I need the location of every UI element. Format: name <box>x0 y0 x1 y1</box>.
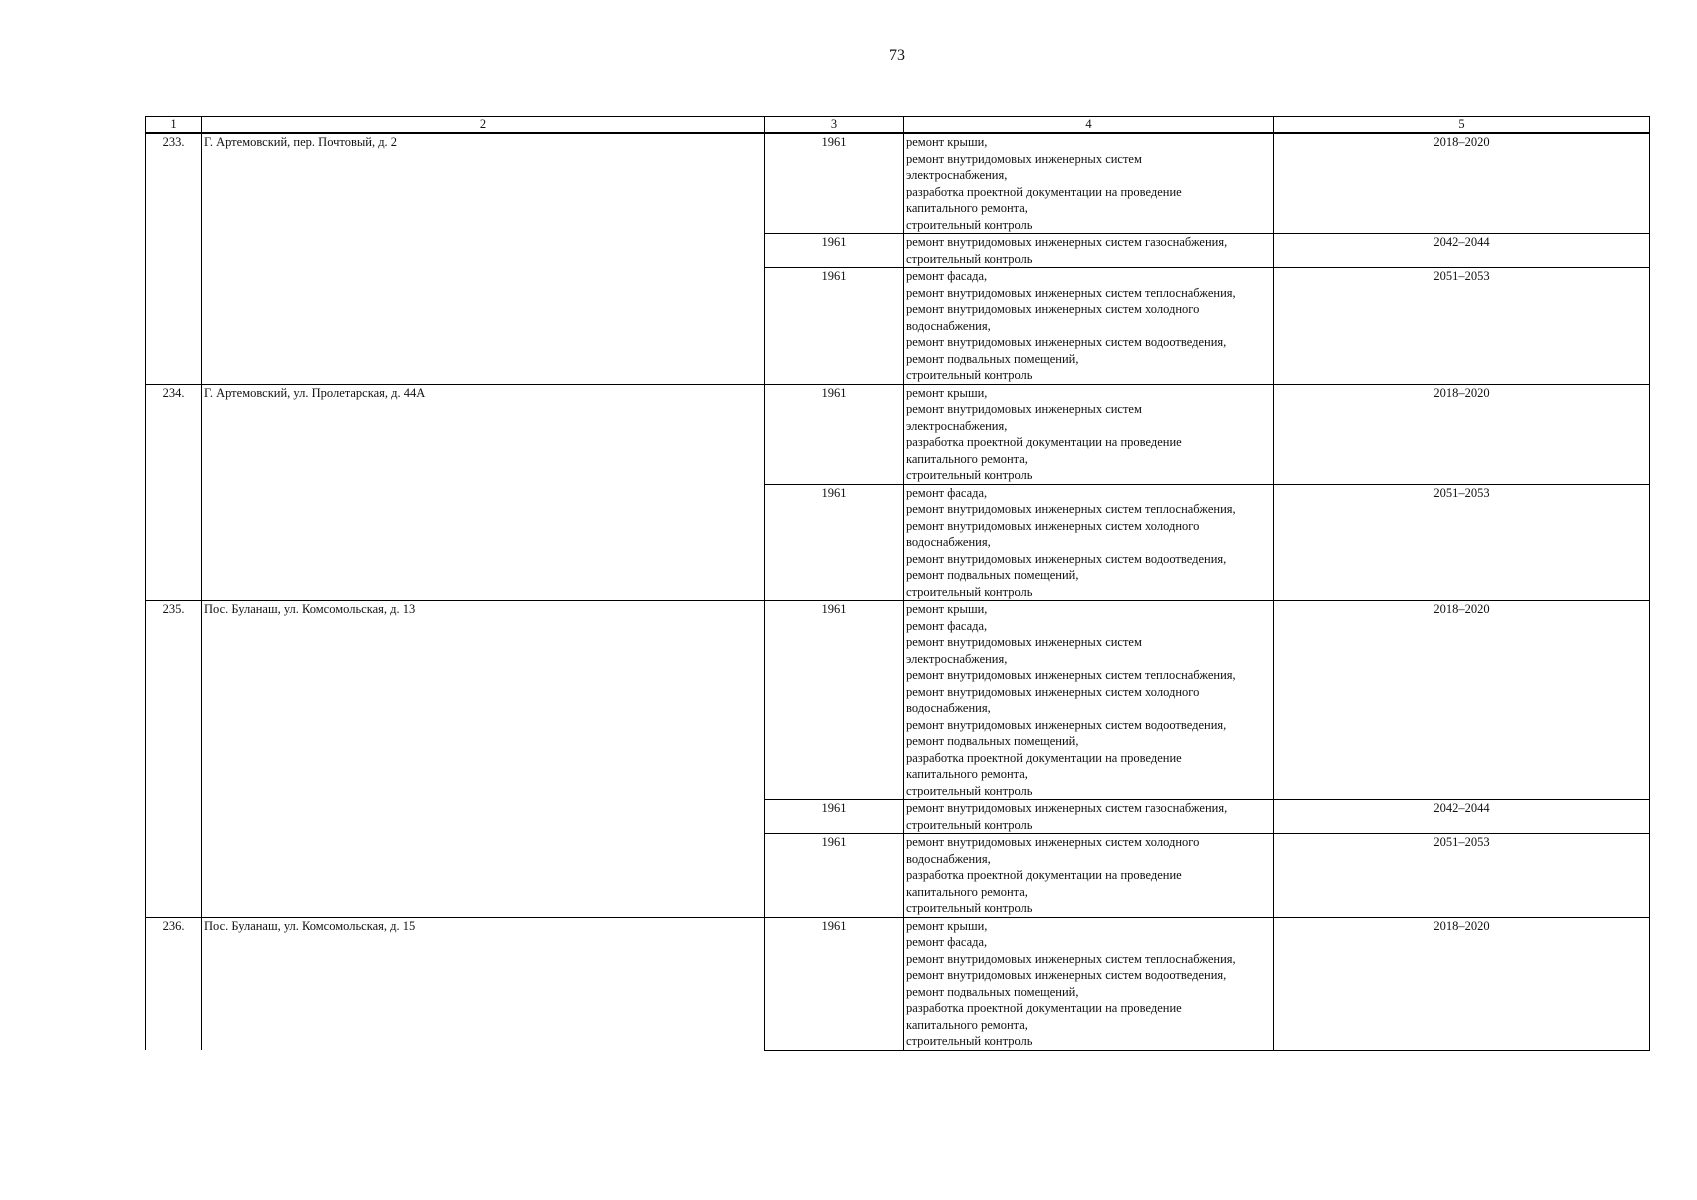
repair-work-line: строительный контроль <box>906 368 1033 382</box>
repair-work-line: электроснабжения, <box>906 651 1008 666</box>
column-number: 3 <box>765 117 904 134</box>
repair-work-line: капитального ремонта, <box>906 201 1028 215</box>
repair-work-line: водоснабжения, <box>906 851 991 866</box>
repair-work-line: разработка проектной документации на проведение <box>906 184 1182 199</box>
repair-work-line: ремонт крыши, <box>906 602 988 616</box>
planned-period-cell: 2018–2020 <box>1274 917 1650 1050</box>
address-cell: Г. Артемовский, пер. Почтовый, д. 2 <box>202 133 765 384</box>
repair-work-line: строительный контроль <box>906 783 1033 798</box>
repair-work-line: ремонт внутридомовых инженерных систем газоснабжения, <box>906 235 1228 249</box>
repair-work-line: ремонт подвальных помещений, <box>906 984 1079 999</box>
record-number: 235. <box>146 601 202 918</box>
repair-work-line: строительный контроль <box>906 251 1033 266</box>
construction-year-cell: 1961 <box>765 601 904 800</box>
repair-work-line: ремонт внутридомовых инженерных систем теплоснабжения, <box>906 285 1236 300</box>
repair-work-line: ремонт внутридомовых инженерных систем теплоснабжения, <box>906 668 1236 682</box>
repair-work-line: ремонт внутридомовых инженерных систем газоснабжения, <box>906 801 1228 815</box>
planned-period-cell: 2042–2044 <box>1274 800 1650 834</box>
table-row <box>146 917 1650 1050</box>
repair-work-line: ремонт внутридомовых инженерных систем <box>906 402 1142 416</box>
repair-works-cell <box>904 234 1274 268</box>
repair-works-cell <box>904 601 1274 800</box>
repair-work-line: капитального ремонта, <box>906 451 1028 466</box>
repair-work-line: водоснабжения, <box>906 535 991 549</box>
repair-work-line: строительный контроль <box>906 584 1033 599</box>
repair-work-line: капитального ремонта, <box>906 767 1028 781</box>
column-number: 5 <box>1274 117 1650 134</box>
table-row <box>146 384 1650 484</box>
column-number: 4 <box>904 117 1274 134</box>
repair-works-cell <box>904 800 1274 834</box>
repair-work-line: ремонт крыши, <box>906 918 988 933</box>
repair-works-cell <box>904 384 1274 484</box>
repair-work-line: ремонт подвальных помещений, <box>906 734 1079 748</box>
repair-work-line: ремонт внутридомовых инженерных систем теплоснабжения, <box>906 951 1236 966</box>
construction-year-cell: 1961 <box>765 834 904 918</box>
column-number-row <box>146 117 1650 134</box>
repair-work-line: ремонт внутридомовых инженерных систем водоотведения, <box>906 968 1227 982</box>
repair-work-line: разработка проектной документации на проведение <box>906 868 1182 882</box>
planned-period-cell: 2018–2020 <box>1274 133 1650 234</box>
construction-year-cell: 1961 <box>765 234 904 268</box>
planned-period-cell: 2051–2053 <box>1274 268 1650 385</box>
repair-work-line: ремонт внутридомовых инженерных систем теплоснабжения, <box>906 502 1236 516</box>
table-row <box>146 133 1650 234</box>
address-cell: Пос. Буланаш, ул. Комсомольская, д. 13 <box>202 601 765 918</box>
planned-period-cell: 2018–2020 <box>1274 601 1650 800</box>
repair-work-line: ремонт внутридомовых инженерных систем <box>906 151 1142 166</box>
record-number: 234. <box>146 384 202 601</box>
construction-year-cell: 1961 <box>765 917 904 1050</box>
construction-year-cell: 1961 <box>765 133 904 234</box>
planned-period-cell: 2051–2053 <box>1274 484 1650 601</box>
planned-period-cell: 2018–2020 <box>1274 384 1650 484</box>
construction-year-cell: 1961 <box>765 800 904 834</box>
repair-work-line: ремонт фасада, <box>906 269 988 283</box>
repair-work-line: строительный контроль <box>906 901 1033 915</box>
repair-work-line: строительный контроль <box>906 217 1033 232</box>
repair-work-line: электроснабжения, <box>906 418 1008 433</box>
repair-work-line: ремонт внутридомовых инженерных систем водоотведения, <box>906 335 1227 349</box>
repair-work-line: строительный контроль <box>906 468 1033 482</box>
repair-work-line: ремонт фасада, <box>906 935 988 949</box>
record-number: 233. <box>146 133 202 384</box>
repair-work-line: ремонт внутридомовых инженерных систем холодного <box>906 302 1200 316</box>
repair-works-cell <box>904 133 1274 234</box>
repair-work-line: ремонт подвальных помещений, <box>906 351 1079 366</box>
table-row <box>146 601 1650 800</box>
repair-work-line: ремонт крыши, <box>906 385 988 400</box>
repair-work-line: строительный контроль <box>906 1034 1033 1048</box>
repair-work-line: капитального ремонта, <box>906 884 1028 899</box>
record-number: 236. <box>146 917 202 1050</box>
repair-work-line: строительный контроль <box>906 817 1033 832</box>
repair-work-line: разработка проектной документации на проведение <box>906 435 1182 449</box>
repair-work-line: ремонт фасада, <box>906 618 988 633</box>
repair-work-line: ремонт внутридомовых инженерных систем <box>906 635 1142 649</box>
repair-works-cell <box>904 834 1274 918</box>
repair-work-line: ремонт внутридомовых инженерных систем водоотведения, <box>906 717 1227 732</box>
repair-work-line: капитального ремонта, <box>906 1017 1028 1032</box>
page-number: 73 <box>889 47 905 64</box>
address-cell: Г. Артемовский, ул. Пролетарская, д. 44А <box>202 384 765 601</box>
repair-works-cell <box>904 917 1274 1050</box>
construction-year-cell: 1961 <box>765 268 904 385</box>
repair-work-line: водоснабжения, <box>906 701 991 715</box>
repair-work-line: электроснабжения, <box>906 168 1008 182</box>
repair-work-line: ремонт внутридомовых инженерных систем водоотведения, <box>906 551 1227 566</box>
repair-work-line: ремонт внутридомовых инженерных систем холодного <box>906 835 1200 849</box>
repair-schedule-table <box>145 116 1650 1051</box>
column-number: 1 <box>146 117 202 134</box>
repair-work-line: ремонт фасада, <box>906 485 988 500</box>
table-body <box>146 117 1650 1051</box>
repair-works-cell <box>904 268 1274 385</box>
address-cell: Пос. Буланаш, ул. Комсомольская, д. 15 <box>202 917 765 1050</box>
column-number: 2 <box>202 117 765 134</box>
repair-work-line: разработка проектной документации на проведение <box>906 1001 1182 1015</box>
planned-period-cell: 2042–2044 <box>1274 234 1650 268</box>
repair-work-line: разработка проектной документации на проведение <box>906 750 1182 765</box>
repair-work-line: водоснабжения, <box>906 318 991 333</box>
repair-work-line: ремонт крыши, <box>906 135 988 149</box>
planned-period-cell: 2051–2053 <box>1274 834 1650 918</box>
repair-work-line: ремонт подвальных помещений, <box>906 568 1079 582</box>
repair-works-cell <box>904 484 1274 601</box>
repair-work-line: ремонт внутридомовых инженерных систем холодного <box>906 518 1200 533</box>
construction-year-cell: 1961 <box>765 384 904 484</box>
repair-work-line: ремонт внутридомовых инженерных систем холодного <box>906 684 1200 699</box>
construction-year-cell: 1961 <box>765 484 904 601</box>
